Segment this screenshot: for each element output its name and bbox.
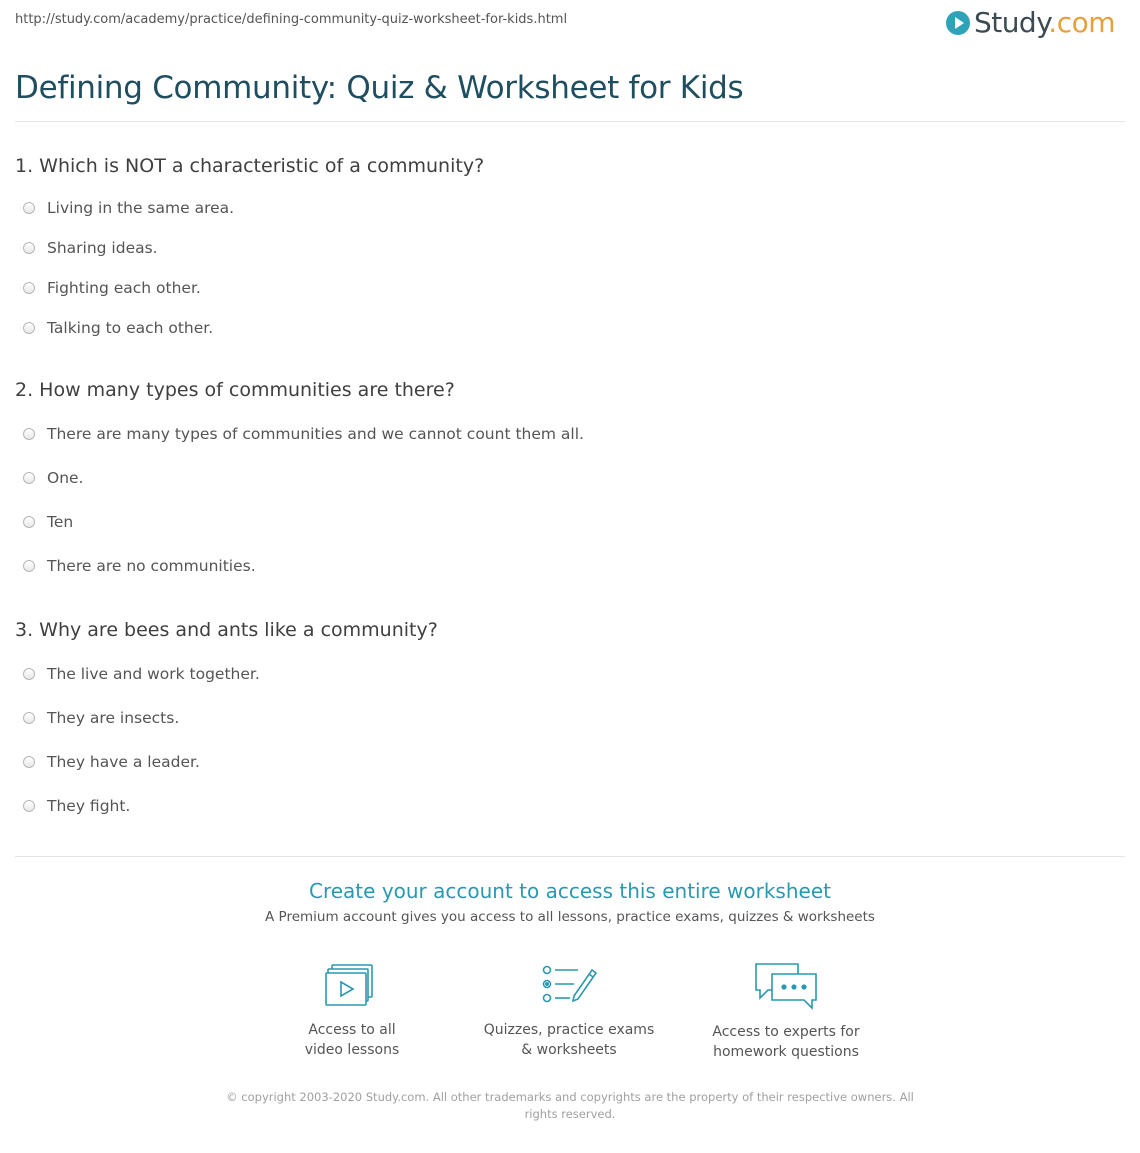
chat-bubbles-icon: [754, 962, 818, 1010]
radio-button[interactable]: [23, 282, 35, 294]
answer-option[interactable]: They have a leader.: [23, 753, 200, 771]
radio-button[interactable]: [23, 242, 35, 254]
radio-button[interactable]: [23, 516, 35, 528]
top-bar: [15, 0, 1125, 48]
cta-title[interactable]: Create your account to access this entire worksheet: [309, 879, 831, 903]
page-title: Defining Community: Quiz & Worksheet for Kids: [15, 70, 744, 106]
radio-button[interactable]: [23, 472, 35, 484]
radio-button[interactable]: [23, 668, 35, 680]
question-3: 3. Why are bees and ants like a community?: [15, 619, 438, 641]
radio-button[interactable]: [23, 800, 35, 812]
cta-subtitle: A Premium account gives you access to all lessons, practice exams, quizzes & worksheets: [265, 909, 875, 925]
answer-option[interactable]: One.: [23, 469, 84, 487]
video-lessons-icon: [324, 962, 380, 1008]
answer-option[interactable]: There are many types of communities and we cannot count them all.: [23, 425, 584, 443]
radio-button[interactable]: [23, 712, 35, 724]
radio-button[interactable]: [23, 756, 35, 768]
feature-experts: [686, 962, 886, 1062]
feature-label: Quizzes, practice exams & worksheets: [483, 1022, 655, 1058]
quiz-checklist-icon: [540, 962, 598, 1008]
radio-button[interactable]: [23, 428, 35, 440]
logo-text: Study.com: [973, 6, 1115, 39]
cta-divider: [15, 856, 1125, 857]
answer-option[interactable]: They are insects.: [23, 709, 179, 727]
answer-option[interactable]: Fighting each other.: [23, 279, 201, 297]
feature-label: Access to experts for homework questions: [712, 1024, 860, 1060]
answer-option[interactable]: They fight.: [23, 797, 130, 815]
radio-button[interactable]: [23, 322, 35, 334]
answer-option[interactable]: The live and work together.: [23, 665, 260, 683]
copyright-text: © copyright 2003-2020 Study.com. All other trademarks and copyrights are the property of their respective owners. All rights reserved.: [226, 1090, 914, 1121]
answer-option[interactable]: Ten: [23, 513, 73, 531]
study-logo[interactable]: [946, 6, 1115, 39]
page-url: http://study.com/academy/practice/defining-community-quiz-worksheet-for-kids.html: [15, 12, 568, 27]
feature-quizzes: [469, 962, 669, 1060]
play-logo-icon: [946, 11, 970, 35]
feature-label: Access to all video lessons: [304, 1022, 400, 1058]
question-1: 1. Which is NOT a characteristic of a community?: [15, 155, 485, 177]
answer-option[interactable]: There are no communities.: [23, 557, 256, 575]
radio-button[interactable]: [23, 202, 35, 214]
radio-button[interactable]: [23, 560, 35, 572]
answer-option[interactable]: Living in the same area.: [23, 199, 234, 217]
title-divider: [15, 121, 1125, 122]
feature-video-lessons: [252, 962, 452, 1060]
answer-option[interactable]: Sharing ideas.: [23, 239, 158, 257]
question-2: 2. How many types of communities are there?: [15, 379, 455, 401]
answer-option[interactable]: Talking to each other.: [23, 319, 213, 337]
